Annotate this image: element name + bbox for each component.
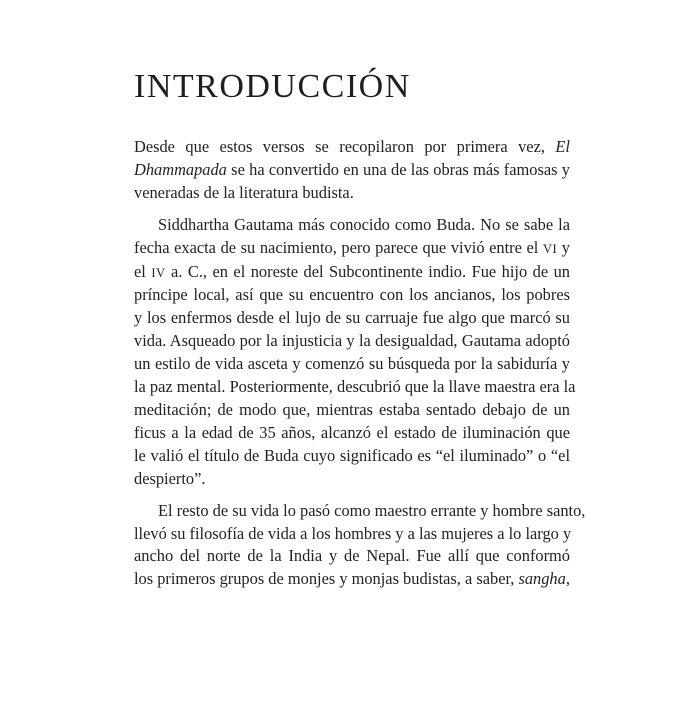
paragraph-2 bbox=[134, 214, 576, 491]
text-run: y bbox=[557, 237, 571, 257]
text-run: le valió el título de Buda cuyo significado es “el iluminado” o “el bbox=[134, 445, 570, 465]
italic-run: sangha bbox=[518, 569, 566, 589]
chapter-title: INTRODUCCIÓN bbox=[134, 68, 411, 105]
text-run: príncipe local, así que su encuentro con los ancianos, los pobres bbox=[134, 285, 570, 305]
text-run: fecha exacta de su nacimiento, pero parece que vivió entre el bbox=[134, 237, 543, 257]
text-line bbox=[134, 523, 570, 546]
text-line bbox=[134, 376, 576, 399]
text-run: ancho del norte de la India y de Nepal. Fue allí que conformó bbox=[134, 546, 570, 566]
text-run: Desde que estos versos se recopilaron por primera vez, bbox=[134, 137, 556, 156]
text-run: a. C., en el noreste del Subcontinente indio. Fue hijo de un bbox=[165, 261, 570, 281]
small-caps-run: VI bbox=[542, 241, 558, 256]
text-line bbox=[134, 307, 570, 330]
body-text bbox=[134, 136, 586, 600]
text-run: vida. Asqueado por la injusticia y la desigualdad, Gautama adoptó bbox=[134, 331, 570, 351]
italic-run: El bbox=[555, 137, 570, 156]
italic-run: Dhammapada bbox=[134, 159, 227, 179]
text-line bbox=[134, 468, 570, 491]
text-run: la paz mental. Posteriormente, descubrió que la llave maestra era la bbox=[134, 377, 576, 397]
text-line bbox=[134, 568, 570, 591]
text-line bbox=[134, 500, 586, 523]
text-run: veneradas de la literatura budista. bbox=[134, 182, 354, 202]
text-run: El resto de su vida lo pasó como maestro errante y hombre santo, bbox=[158, 500, 586, 520]
text-run: los primeros grupos de monjes y monjas budistas, a saber, bbox=[134, 569, 519, 589]
text-line bbox=[134, 399, 570, 422]
text-line bbox=[134, 261, 570, 285]
paragraph-1 bbox=[134, 136, 570, 205]
text-run: ficus a la edad de 35 años, alcanzó el estado de iluminación que bbox=[134, 422, 570, 442]
text-line bbox=[134, 330, 570, 353]
text-run: , bbox=[565, 569, 570, 589]
small-caps-run: IV bbox=[151, 265, 166, 280]
text-run: se ha convertido en una de las obras más famosas y bbox=[226, 159, 570, 179]
text-run: llevó su filosofía de vida a los hombres y a las mujeres a lo largo y bbox=[134, 523, 572, 543]
text-run: un estilo de vida asceta y comenzó su búsqueda por la sabiduría y bbox=[134, 354, 570, 374]
text-line bbox=[134, 214, 570, 237]
text-line bbox=[134, 237, 570, 261]
text-line bbox=[134, 545, 570, 568]
text-line bbox=[134, 182, 570, 205]
text-run: meditación; de modo que, mientras estaba sentado debajo de un bbox=[134, 399, 570, 419]
text-line bbox=[134, 353, 570, 376]
text-line bbox=[134, 284, 570, 307]
text-run: y los enfermos desde el lujo de su carruaje fue algo que marcó su bbox=[134, 308, 570, 328]
text-run: Siddhartha Gautama más conocido como Buda. No se sabe la bbox=[158, 214, 570, 234]
text-line bbox=[134, 159, 570, 182]
text-run: despierto”. bbox=[134, 468, 206, 488]
text-line bbox=[134, 136, 570, 159]
text-run: el bbox=[134, 261, 152, 281]
text-line bbox=[134, 445, 570, 468]
text-line bbox=[134, 422, 570, 445]
paragraph-3 bbox=[134, 500, 586, 592]
